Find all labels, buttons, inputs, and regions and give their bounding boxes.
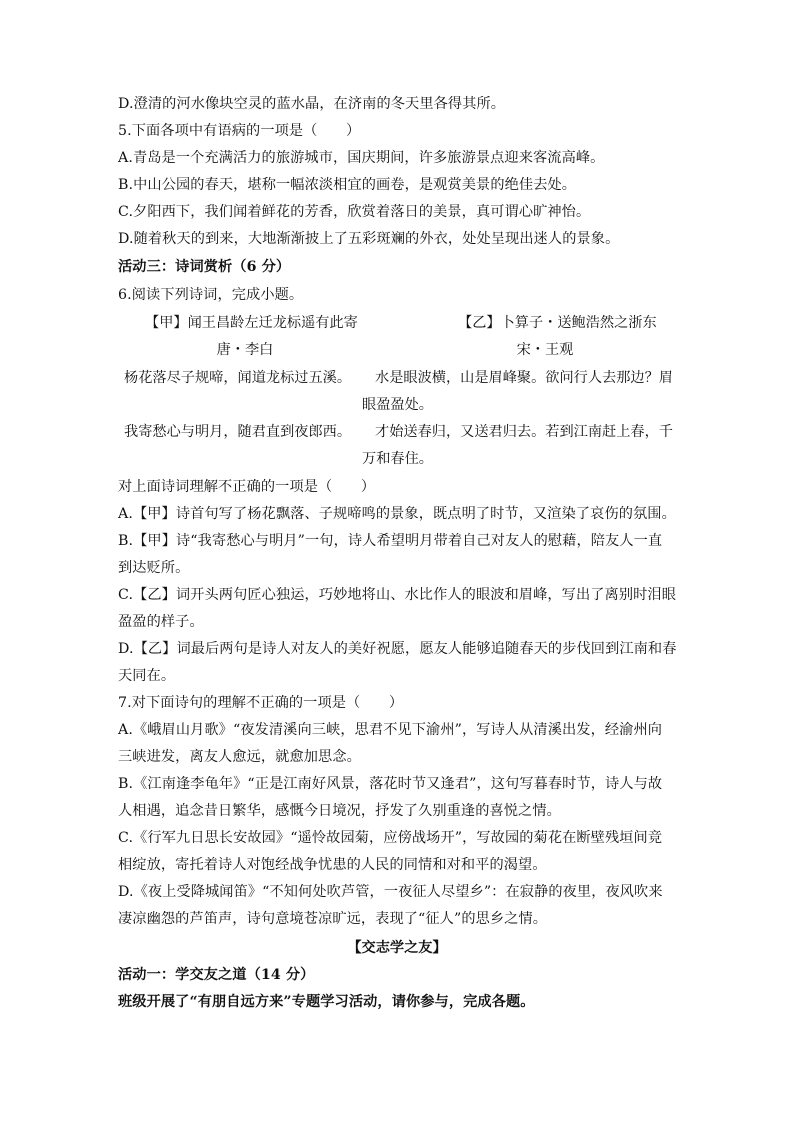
option-d-q7: D.《夜上受降城闻笛》“不知何处吹芦管，一夜征人尽望乡”：在寂静的夜里，夜风吹来 bbox=[118, 884, 663, 900]
poem-b-line-2b: 万和春住。 bbox=[362, 451, 433, 467]
option-c-q6: C.【乙】词开头两句匠心独运，巧妙地将山、水比作人的眼波和眉峰，写出了离别时泪眼 bbox=[118, 587, 676, 603]
section-title: 【交志学之友】 bbox=[347, 940, 447, 956]
option-a-q7-cont: 三峡进发，离友人愈远，就愈加思念。 bbox=[118, 749, 361, 765]
poem-a-title: 【甲】闻王昌龄左迁龙标遥有此寄 bbox=[145, 315, 358, 331]
poem-b-line-1b: 眼盈盈处。 bbox=[362, 397, 433, 413]
question-5: 5.下面各项中有语病的一项是（ ） bbox=[118, 123, 361, 139]
poem-a-line-2: 我寄愁心与明月，随君直到夜郎西。 bbox=[124, 424, 352, 440]
option-b-q6: B.【甲】诗“我寄愁心与明月”一句，诗人希望明月带着自己对友人的慰藉，陪友人一直 bbox=[118, 533, 663, 549]
question-6-stem: 对上面诗词理解不正确的一项是（ ） bbox=[118, 479, 376, 495]
option-c-q6-cont: 盈盈的样子。 bbox=[118, 614, 204, 630]
activity-1-description: 班级开展了“有朋自远方来”专题学习活动，请你参与，完成各题。 bbox=[118, 994, 535, 1010]
option-d-q6: D.【乙】词最后两句是诗人对友人的美好祝愿，愿友人能够追随春天的步伐回到江南和春 bbox=[118, 641, 677, 657]
poem-b-line-2a: 才始送春归，又送君归去。若到江南赶上春，千 bbox=[375, 424, 673, 440]
option-a-q7: A.《峨眉山月歌》“夜发清溪向三峡，思君不见下渝州”，写诗人从清溪出发，经渝州向 bbox=[118, 722, 663, 738]
question-6: 6.阅读下列诗词，完成小题。 bbox=[118, 287, 304, 303]
poem-a-line-1: 杨花落尽子规啼，闻道龙标过五溪。 bbox=[124, 370, 352, 386]
option-b-q7-cont: 人相遇，追念昔日繁华，感慨今日境况，抒发了久别重逢的喜悦之情。 bbox=[118, 803, 561, 819]
option-a-q5: A.青岛是一个充满活力的旅游城市，国庆期间，许多旅游景点迎来客流高峰。 bbox=[118, 150, 605, 166]
option-c-q7: C.《行军九日思长安故园》“遥怜故园菊，应傍战场开”，写故园的菊花在断壁残垣间竞 bbox=[118, 830, 663, 846]
option-b-q6-cont: 到达贬所。 bbox=[118, 560, 190, 576]
option-c-q5: C.夕阳西下，我们闻着鲜花的芳香，欣赏着落日的美景，真可谓心旷神怡。 bbox=[118, 204, 591, 220]
poem-b-title: 【乙】卜算子・送鲍浩然之浙东 bbox=[458, 315, 657, 331]
poem-b-line-1a: 水是眼波横，山是眉峰聚。欲问行人去那边？眉 bbox=[375, 370, 673, 386]
option-c-q7-cont: 相绽放，寄托着诗人对饱经战争忧患的人民的同情和对和平的渴望。 bbox=[118, 857, 547, 873]
option-d-q6-cont: 天同在。 bbox=[118, 668, 176, 684]
option-b-q7: B.《江南逢李龟年》“正是江南好风景，落花时节又逢君”，这句写暮春时节，诗人与故 bbox=[118, 776, 663, 792]
question-7: 7.对下面诗句的理解不正确的一项是（ ） bbox=[118, 695, 404, 711]
activity-3-heading: 活动三：诗词赏析（6 分） bbox=[118, 259, 291, 275]
option-d-q4: D.澄清的河水像块空灵的蓝水晶，在济南的冬天里各得其所。 bbox=[118, 96, 506, 112]
activity-1-heading: 活动一：学交友之道（14 分） bbox=[118, 967, 315, 983]
poem-b-author: 宋・王观 bbox=[516, 342, 574, 358]
option-a-q6: A.【甲】诗首句写了杨花飘落、子规啼鸣的景象，既点明了时节，又渲染了哀伤的氛围。 bbox=[118, 506, 676, 522]
option-b-q5: B.中山公园的春天，堪称一幅浓淡相宜的画卷，是观赏美景的绝佳去处。 bbox=[118, 177, 577, 193]
option-d-q5: D.随着秋天的到来，大地渐渐披上了五彩斑斓的外衣，处处呈现出迷人的景象。 bbox=[118, 231, 620, 247]
poem-a-author: 唐・李白 bbox=[216, 342, 274, 358]
option-d-q7-cont: 凄凉幽怨的芦笛声，诗句意境苍凉旷远，表现了“征人”的思乡之情。 bbox=[118, 911, 548, 927]
